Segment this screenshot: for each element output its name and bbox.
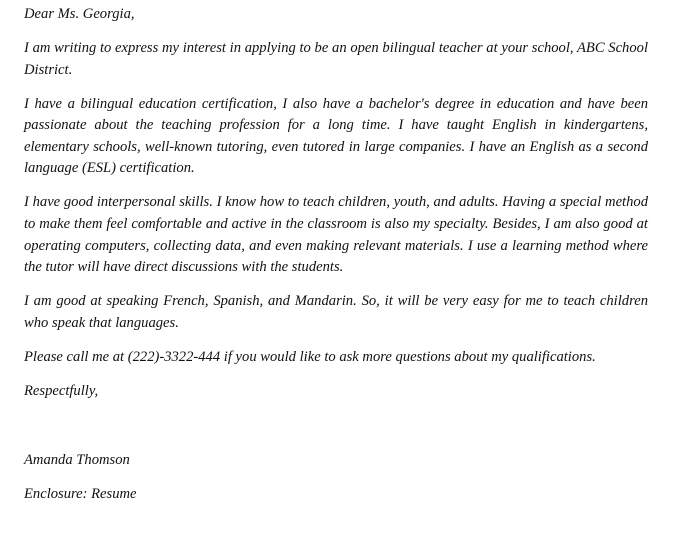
paragraph-contact: Please call me at (222)-3322-444 if you would like to ask more questions about my qualifications. xyxy=(24,348,596,365)
cover-letter xyxy=(24,4,648,518)
paragraph-intro: I am writing to express my interest in applying to be an open bilingual teacher at your school, ABC School District. xyxy=(24,39,648,78)
closing: Respectfully, xyxy=(24,382,99,399)
enclosure-note: Enclosure: Resume xyxy=(24,486,137,503)
paragraph-skills: I have good interpersonal skills. I know how to teach children, youth, and adults. Having a special method to make them feel comfortable and active in the classroom is also my specialty. Besides, I am also good at operating computers, collecting data, and even making relevant materials. I use a learning method where the tutor will have direct discussions with the students. xyxy=(24,194,648,276)
paragraph-qualifications: I have a bilingual education certification, I also have a bachelor's degree in education and have been passionate about the teaching profession for a long time. I have taught English in kindergartens, elementary schools, well-known tutoring, even tutored in large companies. I have an English as a second language (ESL) certification. xyxy=(24,95,648,177)
paragraph-languages: I am good at speaking French, Spanish, and Mandarin. So, it will be very easy for me to teach children who speak that languages. xyxy=(24,293,648,331)
salutation: Dear Ms. Georgia, xyxy=(24,6,135,22)
signature-name: Amanda Thomson xyxy=(24,452,130,469)
